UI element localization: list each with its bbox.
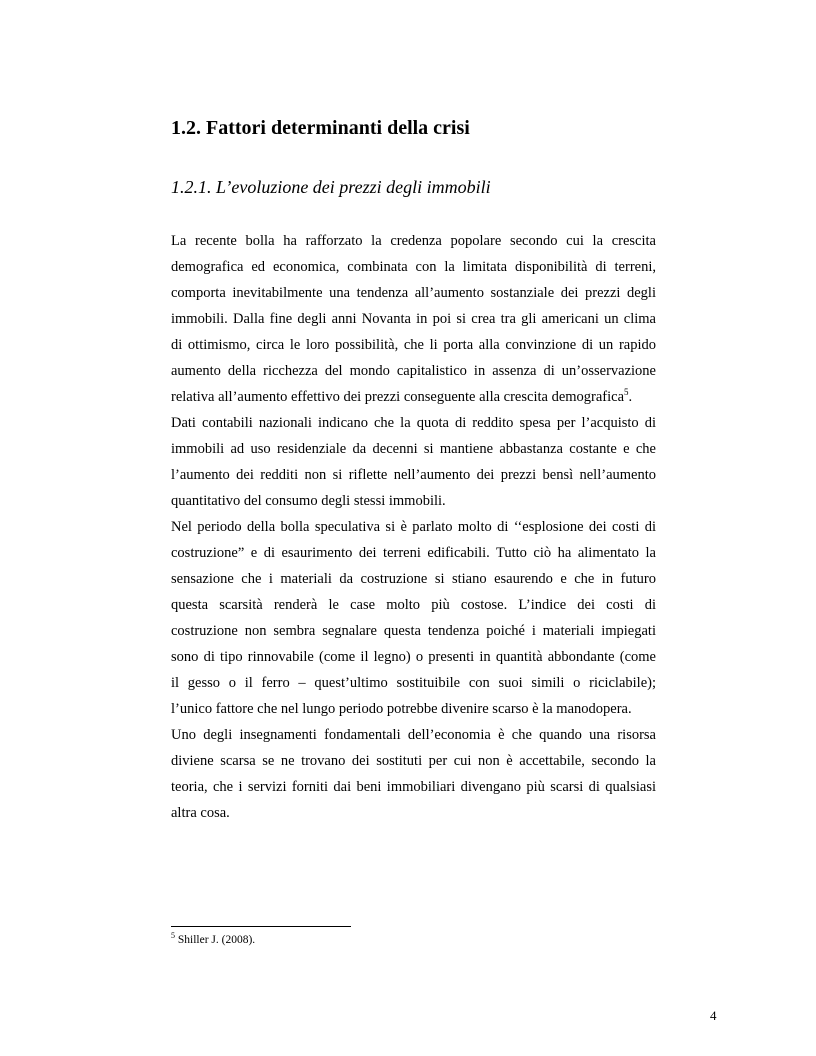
body-line: diviene scarsa se ne trovano dei sostituti per cui non è accettabile, secondo la	[171, 753, 656, 769]
body-line-text: relativa all’aumento effettivo dei prezzi conseguente alla crescita demografica	[171, 389, 625, 405]
body-text	[171, 228, 656, 826]
sentence-end: .	[628, 389, 633, 405]
body-line: sono di tipo rinnovabile (come il legno) o presenti in quantità abbondante (come	[171, 649, 656, 665]
body-line: La recente bolla ha rafforzato la credenza popolare secondo cui la crescita	[171, 233, 656, 249]
body-line: demografica ed economica, combinata con la limitata disponibilità di terreni,	[171, 259, 656, 275]
body-line: altra cosa.	[171, 805, 230, 821]
footnote-reference[interactable]: 5	[624, 387, 629, 397]
body-line: di ottimismo, circa le loro possibilità, che li porta alla convinzione di un rapido	[171, 337, 656, 353]
body-line: teoria, che i servizi forniti dai beni immobiliari divengano più scarsi di qualsiasi	[171, 779, 656, 795]
body-line: l’unico fattore che nel lungo periodo potrebbe divenire scarso è la manodopera.	[171, 701, 632, 717]
footnote-text: Shiller J. (2008).	[177, 934, 256, 946]
body-line: comporta inevitabilmente una tendenza all’aumento sostanziale dei prezzi degli	[171, 285, 656, 301]
body-line: immobili ad uso residenziale da decenni si mantiene abbastanza costante e che	[171, 441, 656, 457]
body-line: immobili. Dalla fine degli anni Novanta in poi si crea tra gli americani un clima	[171, 311, 656, 327]
footnote-separator	[171, 926, 351, 927]
body-line: quantitativo del consumo degli stessi immobili.	[171, 493, 446, 509]
page-number: 4	[710, 1008, 717, 1023]
body-line: sensazione che i materiali da costruzione si stiano esaurendo e che in futuro	[171, 571, 656, 587]
section-title: 1.2. Fattori determinanti della crisi	[171, 117, 470, 139]
body-line: costruzione non sembra segnalare questa tendenza poiché i materiali impiegati	[171, 623, 656, 639]
body-line: Uno degli insegnamenti fondamentali dell’economia è che quando una risorsa	[171, 727, 656, 743]
footnote-number: 5	[171, 931, 175, 940]
subsection-title: 1.2.1. L’evoluzione dei prezzi degli immobili	[171, 177, 491, 197]
body-line: il gesso o il ferro – quest’ultimo sostituibile con suoi simili o riciclabile);	[171, 675, 656, 691]
body-line-with-footnote	[171, 384, 656, 410]
body-line: l’aumento dei redditi non si riflette nell’aumento dei prezzi bensì nell’aumento	[171, 467, 656, 483]
body-line: costruzione” e di esaurimento dei terreni edificabili. Tutto ciò ha alimentato la	[171, 545, 656, 561]
body-line: questa scarsità renderà le case molto più costose. L’indice dei costi di	[171, 597, 656, 613]
footnote	[171, 932, 255, 948]
body-line: Nel periodo della bolla speculativa si è parlato molto di ‘‘esplosione dei costi di	[171, 519, 656, 535]
body-line: aumento della ricchezza del mondo capitalistico in assenza di un’osservazione	[171, 363, 656, 379]
body-line: Dati contabili nazionali indicano che la quota di reddito spesa per l’acquisto di	[171, 415, 656, 431]
